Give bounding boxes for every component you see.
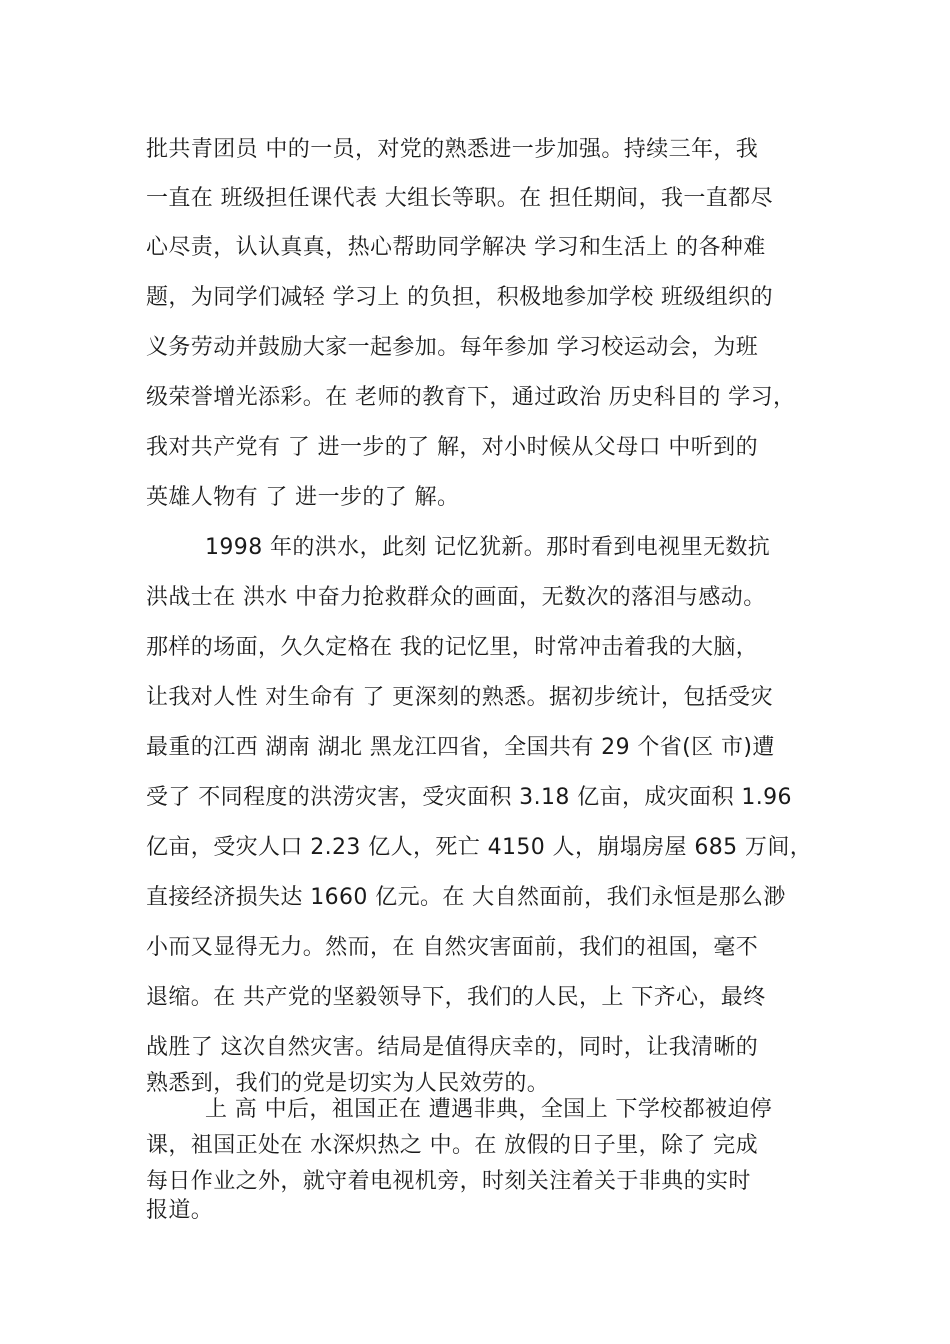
text-line: 让我对人性 对生命有 了 更深刻的熟悉。据初步统计，包括受灾 [146,685,773,710]
text-line: 战胜了 这次自然灾害。结局是值得庆幸的，同时，让我清晰的 [146,1035,759,1060]
text-line: 报道。 [146,1198,214,1223]
text-line: 每日作业之外，就守着电视机旁，时刻关注着关于非典的实时 [146,1169,751,1194]
text-line: 受了 不同程度的洪涝灾害，受灾面积 3.18 亿亩，成灾面积 1.96 [146,785,792,810]
text-line: 1998 年的洪水，此刻 记忆犹新。那时看到电视里无数抗 [205,535,771,560]
text-line: 心尽责，认认真真，热心帮助同学解决 学习和生活上 的各种难 [146,235,766,260]
text-line: 洪战士在 洪水 中奋力抢救群众的画面，无数次的落泪与感动。 [146,585,766,610]
text-line: 题，为同学们减轻 学习上 的负担，积极地参加学校 班级组织的 [146,285,773,310]
text-line: 一直在 班级担任课代表 大组长等职。在 担任期间，我一直都尽 [146,186,773,211]
text-line: 级荣誉增光添彩。在 老师的教育下，通过政治 历史科目的 学习， [146,385,796,410]
text-line: 最重的江西 湖南 湖北 黑龙江四省，全国共有 29 个省(区 市)遭 [146,735,775,760]
text-line: 批共青团员 中的一员，对党的熟悉进一步加强。持续三年，我 [146,137,759,162]
text-line: 直接经济损失达 1660 亿元。在 大自然面前，我们永恒是那么渺 [146,885,786,910]
text-line: 上 高 中后，祖国正在 遭遇非典，全国上 下学校都被迫停 [205,1097,773,1122]
text-line: 退缩。在 共产党的坚毅领导下，我们的人民，上 下齐心，最终 [146,985,766,1010]
text-line: 我对共产党有 了 进一步的了 解，对小时候从父母口 中听到的 [146,435,758,460]
text-line: 熟悉到，我们的党是切实为人民效劳的。 [146,1071,550,1096]
text-line: 课，祖国正处在 水深炽热之 中。在 放假的日子里，除了 完成 [146,1133,758,1158]
text-line: 小而又显得无力。然而，在 自然灾害面前，我们的祖国，毫不 [146,935,759,960]
text-line: 那样的场面，久久定格在 我的记忆里，时常冲击着我的大脑， [146,635,759,660]
text-line: 英雄人物有 了 进一步的了 解。 [146,485,460,510]
text-line: 义务劳动并鼓励大家一起参加。每年参加 学习校运动会，为班 [146,335,759,360]
text-line: 亿亩，受灾人口 2.23 亿人，死亡 4150 人，崩塌房屋 685 万间， [146,835,813,860]
